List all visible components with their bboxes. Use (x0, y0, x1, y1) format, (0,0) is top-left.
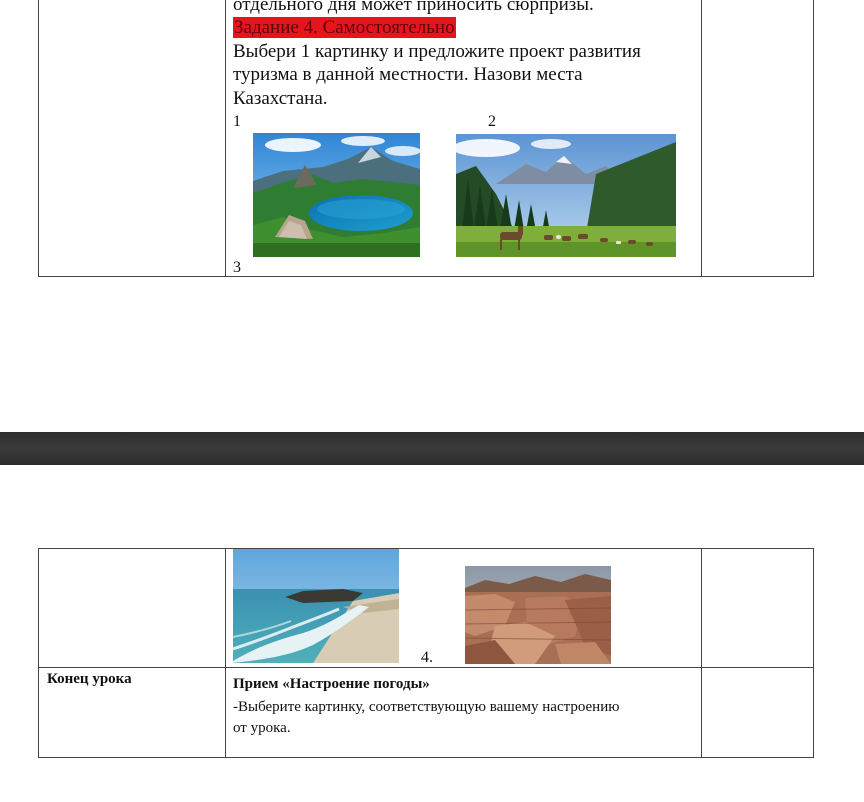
task-title-highlight: Задание 4. Самостоятельно (234, 17, 455, 38)
picture-number-4: 4. (421, 649, 433, 666)
document-page-bottom (0, 465, 864, 802)
table-row-divider (38, 667, 814, 668)
instruction-line-2: туризма в данной местности. Назови места (233, 64, 583, 85)
mountain-lake-image (253, 133, 420, 257)
technique-line-1: -Выберите картинку, соответствующую вашему настроению (233, 699, 620, 715)
picture-number-2: 2 (488, 113, 496, 130)
table-border-top (38, 548, 814, 549)
mountain-meadow-horses-image (456, 134, 676, 257)
picture-number-3: 3 (233, 259, 241, 276)
task-title (233, 16, 456, 39)
cut-text-line: отдельного дня может приносить сюрпризы. (233, 0, 594, 15)
table-border-bottom-2 (38, 757, 814, 758)
end-of-lesson-label: Конец урока (47, 671, 132, 687)
canyon-image (465, 566, 611, 664)
table-border-right (813, 0, 814, 277)
sea-beach-image (233, 549, 399, 663)
table-border-col1-2 (225, 548, 226, 758)
instruction-line-1: Выбери 1 картинку и предложите проект развития (233, 41, 641, 62)
instruction-line-3: Казахстана. (233, 88, 328, 109)
table-border-col1 (225, 0, 226, 277)
technique-line-2: от урока. (233, 720, 291, 736)
table-border-bottom (38, 276, 814, 277)
picture-number-1: 1 (233, 113, 241, 130)
table-border-col2-2 (701, 548, 702, 758)
table-border-left-2 (38, 548, 39, 758)
table-border-right-2 (813, 548, 814, 758)
table-border-left (38, 0, 39, 277)
table-border-col2 (701, 0, 702, 277)
technique-title: Прием «Настроение погоды» (233, 676, 430, 692)
page-separator (0, 432, 864, 465)
